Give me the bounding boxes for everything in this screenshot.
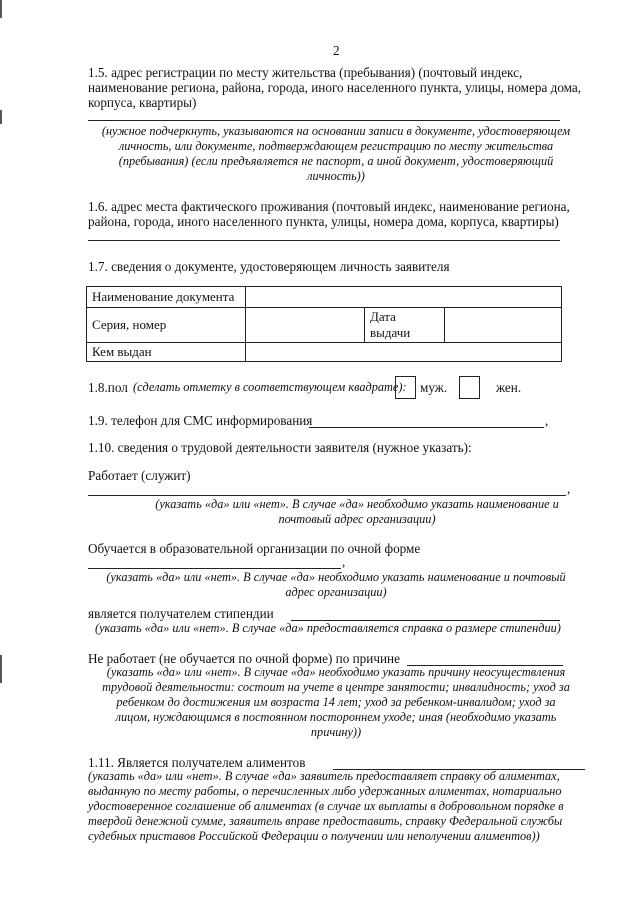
not-working-note-4: лицом, нуждающимся в постоянном постороннем уходе; иная (необходимо указать — [115, 710, 557, 724]
alimony-note-5: судебных приставов Российской Федерации о получении или неполучении алиментов)) — [88, 829, 540, 843]
works-fill-line[interactable] — [88, 495, 566, 496]
page-number: 2 — [333, 43, 340, 58]
s1-5-note-4: личность)) — [307, 169, 365, 183]
issued-by-label: Кем выдан — [87, 343, 246, 362]
s1-7-title: 1.7. сведения о документе, удостоверяющем личность заявителя — [88, 259, 450, 274]
studies-note-1: (указать «да» или «нет». В случае «да» необходимо указать наименование и почтовый — [106, 570, 566, 584]
s1-5-line-2: наименование региона, района, города, иного населенного пункта, улицы, номера дома, — [88, 80, 582, 95]
issue-date-value[interactable] — [445, 308, 562, 343]
male-label: муж. — [420, 380, 448, 395]
not-working-note-3: ребенком до достижения им возраста 14 лет; уход за ребенком-инвалидом; уход за — [116, 695, 556, 709]
scan-edge-mark — [0, 655, 2, 683]
s1-5-line-1: 1.5. адрес регистрации по месту жительства (пребывания) (почтовый индекс, — [88, 65, 523, 80]
issued-by-value[interactable] — [246, 343, 562, 362]
s1-6-line-2: района, города, иного населенного пункта, улицы, номера дома, корпуса, квартиры) — [88, 214, 559, 229]
phone-fill-line[interactable] — [309, 427, 544, 428]
alimony-note-3: удостоверенное соглашение об алиментах (в случае их выплаты в добровольном порядке в — [88, 799, 564, 813]
not-working-label: Не работает (не обучается по очной форме) по причине — [88, 651, 400, 666]
s1-10-title: 1.10. сведения о трудовой деятельности заявителя (нужное указать): — [88, 440, 472, 455]
works-label: Работает (служит) — [88, 468, 191, 483]
not-working-note-2: трудовой деятельности: состоит на учете в центре занятости; инвалидность; уход за — [102, 680, 570, 694]
studies-note-2: адрес организации) — [285, 585, 387, 599]
identity-document-table — [86, 286, 562, 362]
s1-9-label: 1.9. телефон для СМС информирования — [88, 413, 313, 428]
works-comma: , — [567, 481, 571, 496]
alimony-note-1: (указать «да» или «нет». В случае «да» заявитель предоставляет справку об алиментах, — [88, 769, 560, 783]
s1-8-label: 1.8.пол — [88, 380, 128, 395]
stipend-label: является получателем стипендии — [88, 606, 274, 621]
works-note-2: почтовый адрес организации) — [278, 512, 436, 526]
s1-6-fill-line[interactable] — [88, 240, 560, 241]
issue-date-label — [365, 308, 445, 343]
scan-edge-mark — [0, 110, 2, 124]
doc-name-label: Наименование документа — [87, 287, 246, 308]
s1-11-label: 1.11. Является получателем алиментов — [88, 755, 306, 770]
issue-date-label-1: Дата — [370, 309, 396, 324]
doc-name-value[interactable] — [246, 287, 562, 308]
studies-comma: , — [342, 554, 346, 569]
s1-5-note-3: (пребывания) (если предъявляется не паспорт, а иной документ, удостоверяющий — [118, 154, 554, 168]
s1-5-line-3: корпуса, квартиры) — [88, 95, 197, 110]
not-working-note-5: причину)) — [310, 725, 362, 739]
alimony-note-2: выданную по месту работы, о перечисленных либо удержанных алиментах, нотариально — [88, 784, 562, 798]
alimony-note-4: твердой денежной сумме, заявитель вправе предоставить, справку Федеральной службы — [88, 814, 563, 828]
series-number-label: Серия, номер — [87, 308, 246, 343]
scan-edge-mark — [0, 0, 2, 18]
works-note-1: (указать «да» или «нет». В случае «да» необходимо указать наименование и — [155, 497, 559, 511]
s1-5-fill-line[interactable] — [88, 120, 560, 121]
female-checkbox[interactable] — [459, 376, 480, 399]
studies-label: Обучается в образовательной организации по очной форме — [88, 541, 421, 556]
male-checkbox[interactable] — [395, 376, 416, 399]
studies-fill-line[interactable] — [88, 568, 341, 569]
not-working-note-1: (указать «да» или «нет». В случае «да» необходимо указать причину неосуществления — [106, 665, 566, 679]
s1-8-hint: (сделать отметку в соответствующем квадрате): — [133, 380, 407, 394]
stipend-note: (указать «да» или «нет». В случае «да» предоставляется справка о размере стипендии) — [95, 621, 561, 635]
series-number-value[interactable] — [246, 308, 365, 343]
s1-5-note-1: (нужное подчеркнуть, указываются на основании записи в документе, удостоверяющем — [101, 124, 571, 138]
phone-comma: , — [545, 413, 549, 428]
issue-date-label-2: выдачи — [370, 325, 411, 340]
female-label: жен. — [496, 380, 522, 395]
s1-5-note-2: личность, или документе, подтверждающем регистрацию по месту жительства — [118, 139, 554, 153]
s1-6-line-1: 1.6. адрес места фактического проживания (почтовый индекс, наименование региона, — [88, 199, 570, 214]
